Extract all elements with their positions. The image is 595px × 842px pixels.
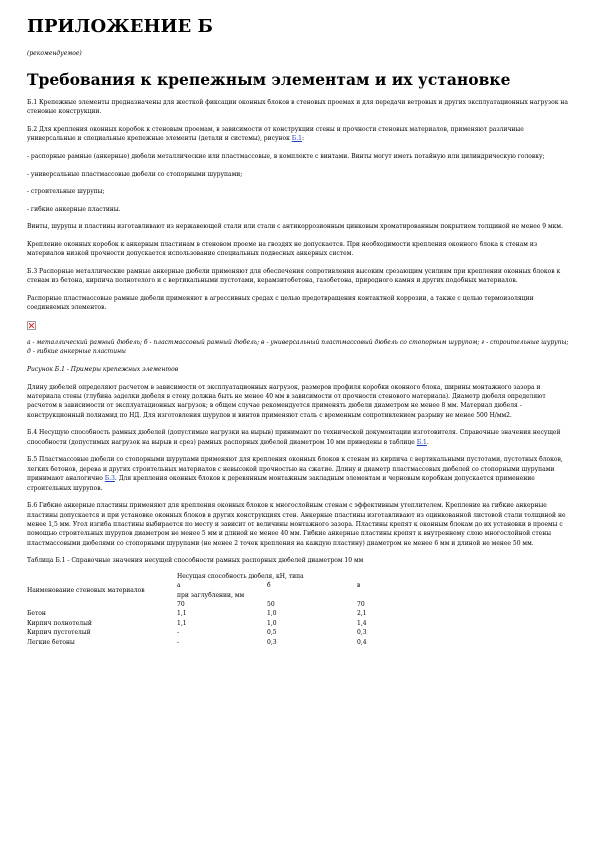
material-name: Бетон — [27, 610, 46, 618]
paragraph — [27, 428, 572, 447]
load-capacity-table — [27, 572, 437, 647]
paragraph-text: Б.3 Распорные металлические рамные анкерные дюбели применяют для обеспечения сопротивления высоким срезающим усилиям при креплении оконных блоков к стенам из бетона, кирпича полнотелого и с вертикальными пустотами, керамзитобетона, газобетона, природного камня и других подобных материалов. — [27, 267, 561, 285]
material-name: Кирпич полнотелый — [27, 619, 92, 627]
paragraph — [27, 205, 572, 214]
type-label: а — [177, 582, 181, 590]
table-header-row — [27, 572, 437, 581]
paragraph-text: Распорные пластмассовые рамные дюбели применяют в агрессивных средах с целью предотвращения контактной коррозии, а также с целью термоизоляции соединяемых элементов. — [27, 294, 534, 312]
paragraph — [27, 383, 572, 421]
figure-link-b1[interactable]: Б.1 — [291, 135, 302, 143]
paragraph-tail: . Для крепления оконных блоков к деревянным монтажным закладным элементам и черновым коробкам допускается применение строительных шурупов. — [27, 475, 535, 492]
table-caption: Таблица Б.1 - Справочные значения несущей способности рамных распорных дюбелей диаметром 10 мм — [27, 557, 364, 565]
table-cell: 1,1 — [177, 619, 187, 627]
paragraph — [27, 294, 572, 313]
table-cell: 1,0 — [267, 610, 277, 618]
paragraph-text: Б.4 Несущую способность рамных дюбелей (допустимые нагрузки на вырыв) принимают по технической документации изготовителя. Справочные значения несущей способности (допустимых нагрузок на вырыв и срез) рамных распорных дюбелей диаметром 10 мм приведены в таблице — [27, 429, 561, 446]
paragraph-text: Б.1 Крепежные элементы предназначены для жесткой фиксации оконных блоков в стеновых проемах и для передачи ветровых и других эксплуатационных нагрузок на стеновые конструкции. — [27, 99, 568, 116]
paragraph-text: Длину дюбелей определяют расчетом в зависимости от эксплуатационных нагрузок, размеров профиля коробки оконного блока, ширины монтажного зазора и материала стены (глубина заделки дюбеля в стену должна быть не менее 40 мм в зависимости от прочности стенового материала). Диаметр дюбеля определяют расчетом в зависимости от эксплуатационных нагрузок; в общем случае рекомендуется применять дюбели диаметром не менее 8 мм. Материал дюбеля - конструкционный полиамид по НД. Для изготовления шурупов и винтов применяют сталь с временным сопротивлением разрыву не менее 500 Н/мм2. — [27, 383, 546, 419]
paragraph — [27, 222, 572, 231]
depth-label: при заглублении, мм — [177, 591, 245, 599]
paragraph-tail: . — [426, 438, 429, 446]
table-row — [27, 628, 437, 637]
paragraph — [27, 152, 572, 161]
table-header-row — [27, 581, 437, 600]
depth-value: 70 — [177, 601, 185, 609]
paragraph — [27, 170, 572, 179]
table-cell: 0,4 — [357, 638, 367, 646]
body-text — [27, 98, 572, 647]
paragraph — [27, 187, 572, 196]
paragraph-text: Б.2 Для крепления оконных коробок к стеновым проемам, в зависимости от конструкции стены и прочности стеновых материалов, применяют различные универсальные и специальные крепежные элементы (детали и системы), рисунок — [27, 126, 524, 143]
table-row — [27, 609, 437, 618]
table-cell: 1,1 — [177, 610, 187, 618]
paragraph — [27, 240, 572, 259]
paragraph-tail: : — [301, 135, 304, 143]
paragraph-text: - строительные шурупы; — [27, 188, 105, 196]
appendix-note: (рекомендуемое) — [27, 50, 82, 57]
table-cell: 0,3 — [357, 629, 367, 637]
paragraph-text: - универсальные пластмассовые дюбели со стопорными шурупами; — [27, 170, 243, 178]
type-header: б — [267, 582, 271, 590]
figure-caption: а - металлический рамный дюбель; б - пластмассовый рамный дюбель; в - универсальный пластмассовый дюбель со стопорным шурупом; г - строительные шурупы; д - гибкие анкерные пластины — [27, 338, 569, 356]
group-header: Несущая способность дюбеля, кН, типа — [177, 572, 304, 580]
paragraph — [27, 98, 572, 117]
col-header-material: Наименование стеновых материалов — [27, 587, 145, 595]
paragraph — [27, 455, 572, 493]
figure-title: Рисунок Б.1 - Примеры крепежных элементов — [27, 365, 179, 373]
type-header: в — [357, 582, 361, 590]
appendix-heading: ПРИЛОЖЕНИЕ Б — [27, 16, 213, 37]
table-row — [27, 619, 437, 628]
depth-value: 50 — [267, 601, 275, 609]
material-name: Легкие бетоны — [27, 638, 75, 646]
paragraph-text: Крепление оконных коробок к анкерным пластинам в стеновом проеме на гвоздях не допускается. При необходимости крепления оконного блока к стенам из материалов низкой прочности допускается использование специальных подвесных анкерных систем. — [27, 240, 538, 258]
table-row — [27, 638, 437, 647]
paragraph-text: Б.5 Пластмассовые дюбели со стопорными шурупами применяют для крепления оконных блоков к стенам из кирпича с вертикальными пустотами, пустотных блоков, легких бетонов, дерева и других строительных материалов с невысокой прочностью на сжатие. Длину и диаметр пластмассовых дюбелей со стопорными шурупами принимают аналогично — [27, 456, 563, 483]
table-cell: 0,3 — [267, 638, 277, 646]
depth-value: 70 — [357, 601, 365, 609]
paragraph-text: Б.6 Гибкие анкерные пластины применяют для крепления оконных блоков к многослойным стенам с эффективным утеплителем. Крепление на гибкие анкерные пластины допускается и при установке оконных блоков в других конструкциях стен. Анкерные пластины изготавливают из оцинкованной листовой стали толщиной не менее 1,5 мм. Угол изгиба пластины выбирается по месту и зависит от величины монтажного зазора. Пластины крепят к оконным блокам до их установки в проемы с помощью строительных шурупов диаметром не менее 5 мм и длиной не менее 40 мм. Гибкие анкерные пластины крепят к внутреннему слою многослойной стены пластмассовыми дюбелями со стопорными шурупами (не менее 2 точек крепления на каждую пластину) диаметром не менее 6 мм и длиной не менее 50 мм. — [27, 502, 566, 547]
table-cell: 1,0 — [267, 619, 277, 627]
section-link-b3[interactable]: Б.3 — [104, 475, 115, 483]
type-header — [177, 581, 267, 600]
table-cell: 2,1 — [357, 610, 367, 618]
broken-image-icon[interactable] — [27, 321, 36, 330]
paragraph — [27, 125, 572, 144]
paragraph-text: Винты, шурупы и пластины изготавливают из нержавеющей стали или стали с антикоррозионным цинковым хроматированным покрытием толщиной не менее 9 мкм. — [27, 223, 563, 231]
table-cell: - — [177, 638, 180, 646]
table-link-b1[interactable]: Б.1 — [416, 438, 427, 446]
paragraph — [27, 267, 572, 286]
paragraph-text: - распорные рамные (анкерные) дюбели металлические или пластмассовые, в комплекте с винтами. Винты могут иметь потайную или цилиндрическую головку; — [27, 153, 545, 160]
paragraph-text: - гибкие анкерные пластины. — [27, 205, 121, 213]
table-cell: 0,5 — [267, 629, 277, 637]
material-name: Кирпич пустотелый — [27, 629, 91, 637]
table-depth-row — [27, 600, 437, 609]
document-page — [27, 16, 572, 647]
paragraph — [27, 501, 572, 548]
table-cell: - — [177, 629, 180, 637]
section-title: Требования к крепежным элементам и их установке — [27, 70, 511, 89]
table-cell: 1,4 — [357, 619, 367, 627]
